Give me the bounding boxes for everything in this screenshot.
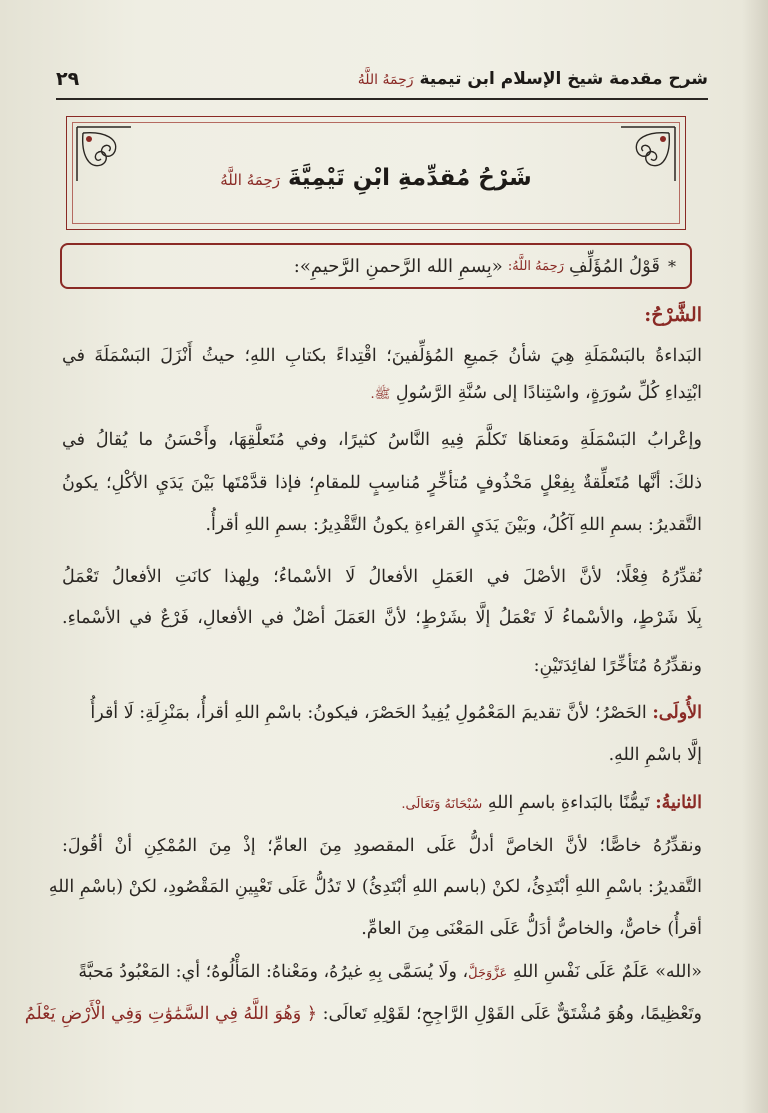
body-line — [24, 1002, 702, 1026]
body-text: «الله» عَلَمٌ عَلَى نَفْسِ اللهِ — [512, 962, 702, 982]
page-number: ٢٩ — [56, 68, 80, 90]
body-line: ونقدِّرُهُ خاصًّا؛ لأنَّ الخاصَّ أدلُّ عَلَى المقصودِ مِنَ العامِّ؛ إذْ مِنَ المُمْكِنِ أنْ أقُولَ: — [62, 836, 702, 856]
body-line — [62, 791, 702, 817]
body-text: ابْتِداءِ كُلِّ سُورَةٍ، واسْتِنادًا إلى سُنَّةِ الرَّسُولِ — [395, 383, 702, 403]
body-text: وتَعْظِيمًا، وهُوَ مُشْتَقٌّ عَلَى القَوْلِ الرَّاجِحِ؛ لقَوْلِهِ تَعالَى: — [322, 1004, 702, 1024]
body-line — [62, 701, 702, 725]
running-title — [358, 69, 708, 89]
body-line: التَّقديرُ: بسمِ اللهِ آكُلُ، وبَيْنَ يَدَيِ القراءةِ يكونُ التَّقْدِيرُ: بسمِ اللهِ أقرأُ. — [205, 515, 702, 535]
body-text: الحَصْرُ؛ لأنَّ تقديمَ المَعْمُولِ يُفِيدُ الحَصْرَ، فيكونُ: باسْمِ اللهِ أقرأُ، بمَنْزِلَةِ: لَا أقرأُ — [90, 703, 647, 723]
salawat-honorific: ﷺ. — [370, 387, 391, 402]
chapter-title — [67, 165, 685, 191]
quote-lead: قَوْلُ المُؤَلِّفِ — [568, 255, 660, 277]
running-header — [56, 62, 708, 96]
body-line: أقرأُ) خاصٌّ، والخاصُّ أدَلُّ عَلَى المَعْنَى مِنَ العامِّ. — [361, 919, 702, 939]
point-label: الأُولَى: — [652, 703, 702, 723]
divine-honorific: سُبْحَانَهُ وَتَعَالَى. — [401, 797, 483, 812]
chapter-honorific: رَحِمَهُ اللَّهُ — [220, 171, 280, 189]
body-line: ونقدِّرُهُ مُتَأخِّرًا لفائِدَتَيْنِ: — [533, 656, 702, 676]
body-line: ذلكَ: أنَّها مُتَعلِّقةٌ بِفِعْلٍ مَحْذُوفٍ مُتأخِّرٍ مُناسِبٍ للمقامِ؛ فإذا قدَّمْتَها بَيْنَ يَدَيِ الأكْلِ؛ يكونُ — [62, 473, 702, 493]
quran-verse: ﴿ وَهُوَ اللَّهُ فِي السَّمَٰوَٰتِ وَفِي الْأَرْضِ يَعْلَمُ — [24, 1004, 317, 1024]
running-title-text: شرح مقدمة شيخ الإسلام ابن تيمية — [419, 69, 708, 89]
body-text: تَيمُّنًا بالبَداءةِ باسمِ اللهِ — [487, 793, 650, 813]
running-honorific: رَحِمَهُ اللَّهُ — [357, 72, 414, 88]
divine-honorific: عَزَّوَجَلَّ — [468, 966, 508, 981]
body-text: ، ولَا يُسَمَّى بِهِ غيرُهُ، ومَعْناهُ: المَأْلُوهُ؛ أي: المَعْبُودُ مَحبَّةً — [78, 962, 469, 982]
binding-shadow — [742, 0, 768, 1113]
sharh-heading: الشَّرْحُ: — [644, 304, 702, 326]
author-quote-box — [60, 243, 692, 289]
quote-honorific: رَحِمَهُ اللَّهُ: — [507, 258, 564, 274]
body-line: نُقدِّرُهُ فِعْلًا؛ لأنَّ الأصْلَ في العَمَلِ الأفعالُ لَا الأسْماءُ؛ ولِهذا كانَتِ الأفعالُ تَعْمَلُ — [62, 567, 702, 587]
bullet-star-icon: * — [668, 256, 676, 276]
chapter-title-text: شَرْحُ مُقدِّمةِ ابْنِ تَيْمِيَّةَ — [287, 165, 532, 191]
body-line: وإعْرابُ البَسْمَلَةِ ومَعناهَا تَكلَّمَ فِيهِ النَّاسُ كثيرًا، وفي مُتَعلَّقِهَا، وأَحْسَنُ ما يُقالُ في — [62, 430, 702, 450]
body-line — [62, 381, 702, 407]
body-line — [62, 960, 702, 986]
header-rule — [56, 98, 708, 100]
point-label: الثانيةُ: — [655, 793, 702, 813]
quote-text: «بِسمِ الله الرَّحمنِ الرَّحيمِ»: — [293, 255, 503, 277]
body-line: البَداءةُ بالبَسْمَلَةِ هِيَ شأنُ جَميعِ المُؤلِّفينَ؛ اقْتِداءً بكتابِ اللهِ؛ حيثُ أَنْزَلَ البَسْمَلَةَ في — [62, 346, 702, 366]
body-line: التَّقديرُ: باسْمِ اللهِ أبْتَدِئُ، لكنْ (باسم اللهِ أبْتَدِئُ) لا تَدُلُّ عَلَى تَعْيِينِ المَقْصُودِ، لكنْ (باسْمِ اللهِ — [48, 877, 702, 897]
body-line: بِلَا شَرْطٍ، والأسْماءُ لَا تَعْمَلُ إلَّا بشَرْطٍ؛ لأنَّ العَمَلَ أصْلٌ في الأفعالِ، فَرْعٌ في الأسْماءِ. — [62, 608, 702, 628]
chapter-title-frame — [66, 116, 686, 230]
body-line: إلَّا باسْمِ اللهِ. — [608, 745, 702, 765]
